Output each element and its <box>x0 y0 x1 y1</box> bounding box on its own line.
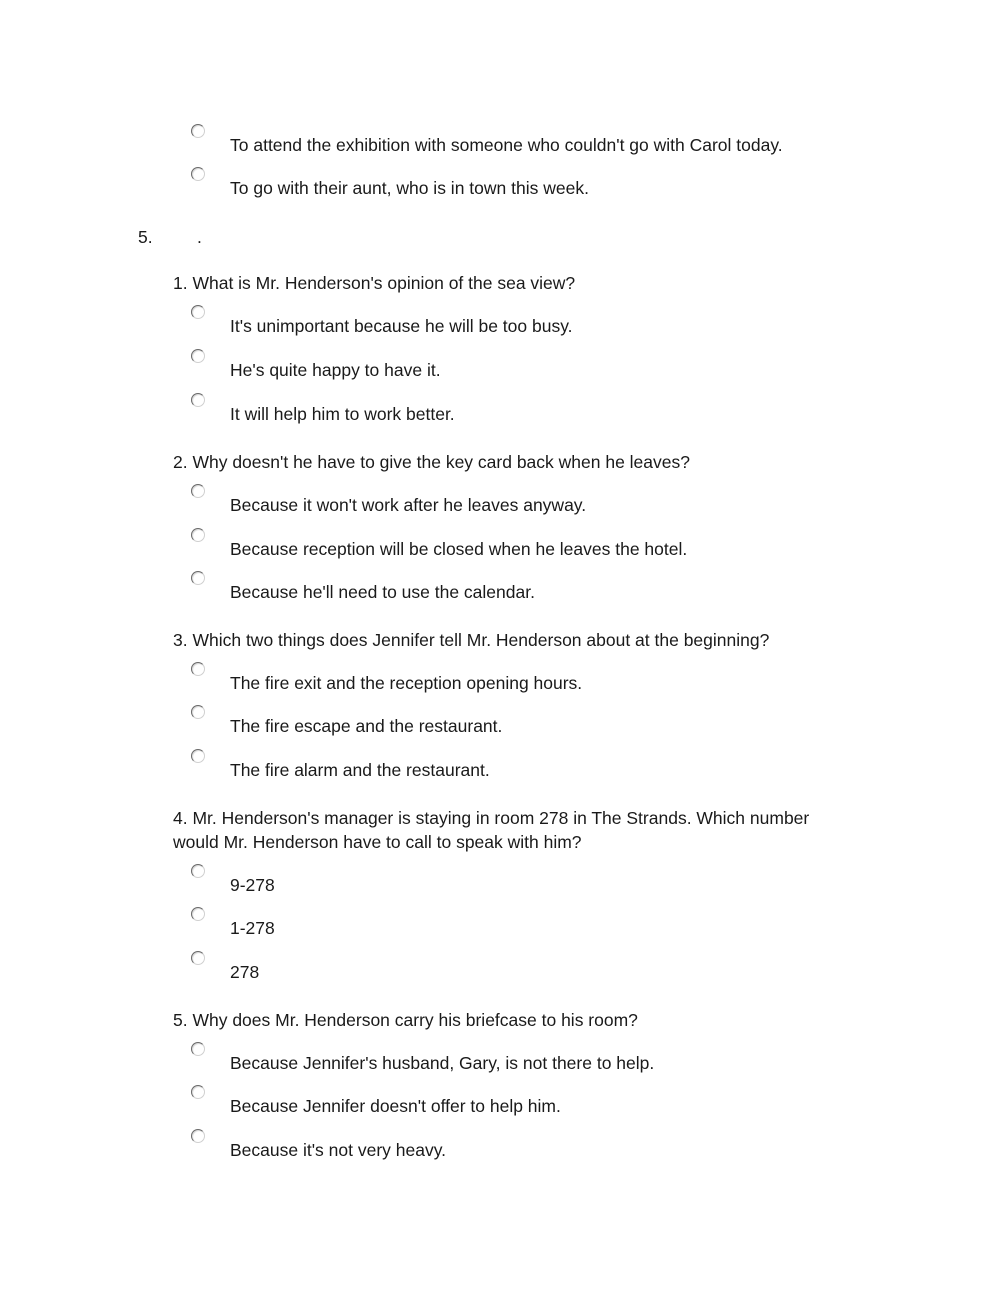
question-3-text: 3. Which two things does Jennifer tell Mr. Henderson about at the beginning? <box>173 630 770 650</box>
q5-option-3-text: Because it's not very heavy. <box>230 1140 447 1160</box>
q5-option-2-radio[interactable] <box>191 1085 205 1099</box>
q3-option-1-radio[interactable] <box>191 662 205 676</box>
question-4-text-line-2: would Mr. Henderson have to call to speak with him? <box>173 832 582 852</box>
q1-option-2-radio[interactable] <box>191 349 205 363</box>
q3-option-1-text: The fire exit and the reception opening hours. <box>230 673 583 693</box>
q4-option-1-radio[interactable] <box>191 864 205 878</box>
q5-option-1-text: Because Jennifer's husband, Gary, is not there to help. <box>230 1053 655 1073</box>
q2-option-3-radio[interactable] <box>191 571 205 585</box>
q4-option-3-radio[interactable] <box>191 951 205 965</box>
q1-option-2-text: He's quite happy to have it. <box>230 360 441 380</box>
question-5-text: 5. Why does Mr. Henderson carry his briefcase to his room? <box>173 1010 638 1030</box>
option-radio[interactable] <box>191 124 205 138</box>
option-radio[interactable] <box>191 167 205 181</box>
q2-option-2-text: Because reception will be closed when he leaves the hotel. <box>230 539 688 559</box>
question-2-text: 2. Why doesn't he have to give the key card back when he leaves? <box>173 452 690 472</box>
section-title: . <box>197 227 202 247</box>
q2-option-1-text: Because it won't work after he leaves anyway. <box>230 495 587 515</box>
question-4-text-line-1: 4. Mr. Henderson's manager is staying in room 278 in The Strands. Which number <box>173 808 810 828</box>
q4-option-3-text: 278 <box>230 962 260 982</box>
q3-option-3-radio[interactable] <box>191 749 205 763</box>
q1-option-1-radio[interactable] <box>191 305 205 319</box>
q1-option-3-text: It will help him to work better. <box>230 404 455 424</box>
q5-option-2-text: Because Jennifer doesn't offer to help him. <box>230 1096 561 1116</box>
option-text: To attend the exhibition with someone who couldn't go with Carol today. <box>230 135 783 155</box>
q3-option-2-text: The fire escape and the restaurant. <box>230 716 503 736</box>
q1-option-3-radio[interactable] <box>191 393 205 407</box>
section-number: 5. <box>138 227 153 247</box>
q4-option-2-radio[interactable] <box>191 907 205 921</box>
q1-option-1-text: It's unimportant because he will be too busy. <box>230 316 573 336</box>
q2-option-1-radio[interactable] <box>191 484 205 498</box>
q4-option-1-text: 9-278 <box>230 875 275 895</box>
q2-option-3-text: Because he'll need to use the calendar. <box>230 582 535 602</box>
option-text: To go with their aunt, who is in town this week. <box>230 178 589 198</box>
question-1-text: 1. What is Mr. Henderson's opinion of the sea view? <box>173 273 576 293</box>
q5-option-1-radio[interactable] <box>191 1042 205 1056</box>
q3-option-3-text: The fire alarm and the restaurant. <box>230 760 490 780</box>
q2-option-2-radio[interactable] <box>191 528 205 542</box>
q3-option-2-radio[interactable] <box>191 705 205 719</box>
q4-option-2-text: 1-278 <box>230 918 275 938</box>
q5-option-3-radio[interactable] <box>191 1129 205 1143</box>
